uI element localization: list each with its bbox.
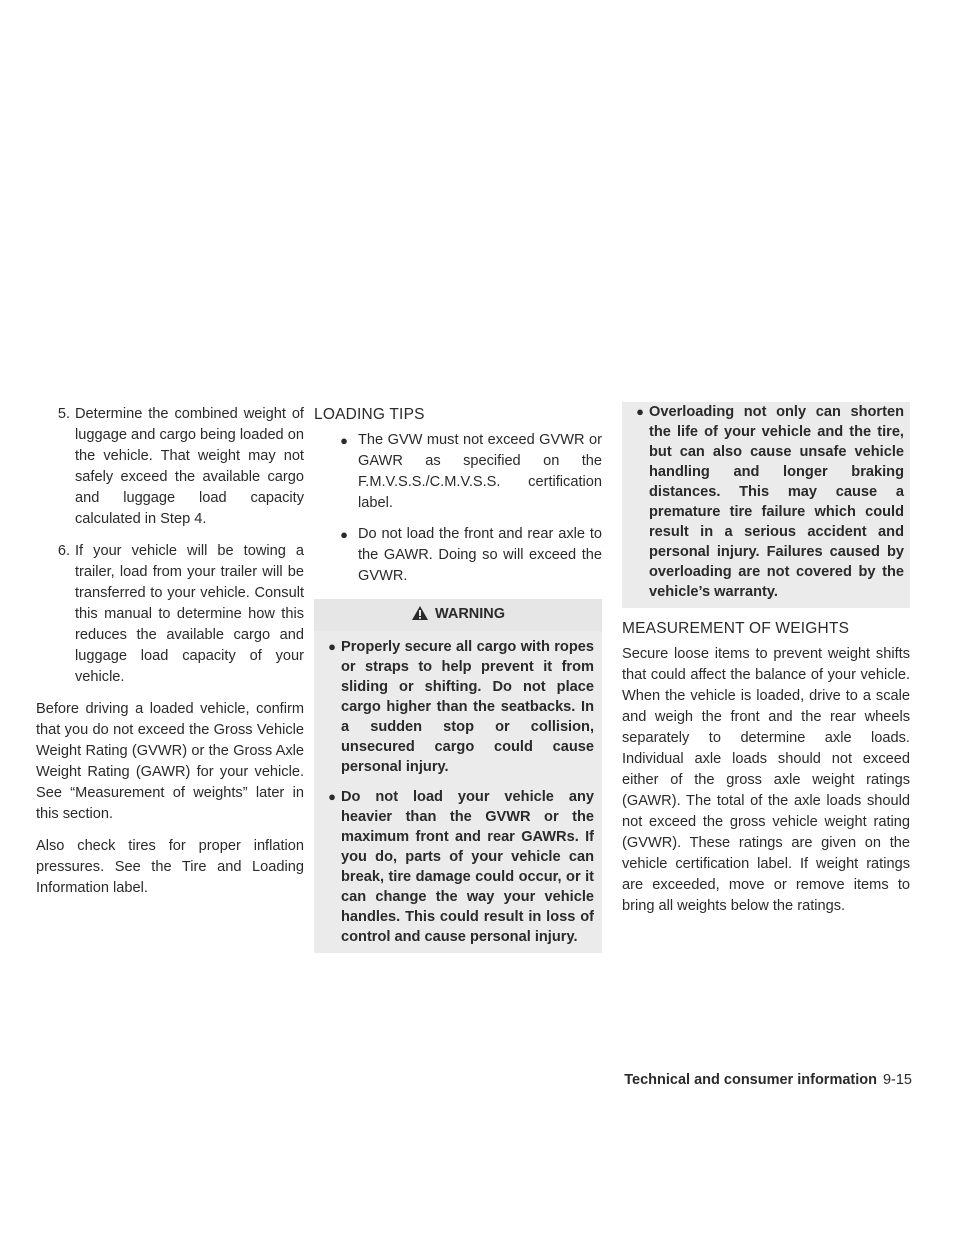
list-item-text: The GVW must not exceed GVWR or GAWR as specified on the F.M.V.S.S./C.M.V.S.S. certification label. (358, 432, 602, 511)
bullet-icon: ● (340, 527, 348, 542)
list-item (314, 430, 602, 514)
measurement-heading: MEASUREMENT OF WEIGHTS (622, 620, 850, 637)
bullet-icon: ● (340, 433, 348, 448)
step-text: Determine the combined weight of luggage and cargo being loaded on the vehicle. That weight may not safely exceed the available cargo and luggage load capacity calculated in Step 4. (75, 406, 304, 527)
loading-tips-list (314, 430, 602, 587)
bullet-icon: ● (328, 639, 336, 654)
warning-item (314, 787, 594, 947)
page-number: 9-15 (882, 1072, 912, 1088)
paragraph-check-tires: Also check tires for proper inflation pressures. See the Tire and Loading Information label. (36, 838, 304, 896)
warning-item-text: Overloading not only can shorten the life of your vehicle and the tire, but can also cause unsafe vehicle handling and longer braking distances. This may cause a premature tire failure which could result in a serious accident and personal injury. Failures caused by overloading are not covered by the vehicle’s warranty. (649, 404, 904, 600)
column-right (622, 404, 910, 917)
numbered-step-5 (36, 404, 304, 530)
step-number: 6. (57, 543, 70, 559)
footer-section-title: Technical and consumer information (624, 1072, 877, 1088)
page-footer (624, 1072, 912, 1088)
loading-tips-heading: LOADING TIPS (314, 406, 425, 423)
warning-box (314, 599, 602, 953)
list-item (314, 524, 602, 587)
step-text: If your vehicle will be towing a trailer, load from your trailer will be transferred to your vehicle. Consult this manual to determine how this reduces the available cargo and luggage load capacity of your vehicle. (75, 543, 304, 685)
bullet-icon: ● (328, 789, 336, 804)
warning-header (314, 599, 602, 631)
warning-triangle-icon (411, 605, 429, 628)
warning-box-continued (622, 402, 910, 608)
measurement-paragraph: Secure loose items to prevent weight shifts that could affect the balance of your vehicle. When the vehicle is loaded, drive to a scale and weigh the front and the rear wheels separately to determine axle loads. Individual axle loads should not exceed either of the gross axle weight ratings (GAWR). The total of the axle loads should not exceed the gross vehicle weight rating (GVWR). These ratings are given on the vehicle certification label. If weight ratings are exceeded, move or remove items to bring all weights below the ratings. (622, 646, 910, 914)
warning-body (314, 631, 602, 953)
list-item-text: Do not load the front and rear axle to the GAWR. Doing so will exceed the GVWR. (358, 526, 602, 584)
column-middle (314, 404, 602, 953)
warning-item (314, 637, 594, 777)
bullet-icon: ● (636, 404, 644, 419)
warning-item-text: Properly secure all cargo with ropes or straps to help prevent it from sliding or shifting. Do not place cargo higher than the seatbacks. In a sudden stop or collision, unsecured cargo could cause personal injury. (341, 639, 594, 775)
column-left (36, 404, 304, 910)
numbered-step-6 (36, 541, 304, 688)
paragraph-confirm-ratings: Before driving a loaded vehicle, confirm that you do not exceed the Gross Vehicle Weight Rating (GVWR) or the Gross Axle Weight Rating (GAWR) for your vehicle. See “Measurement of weights” later in this section. (36, 701, 304, 822)
warning-item (622, 402, 904, 602)
warning-item-text: Do not load your vehicle any heavier than the GVWR or the maximum front and rear GAWRs. If you do, parts of your vehicle can break, tire damage could occur, or it can change the way your vehicle handles. This could result in loss of control and cause personal injury. (341, 789, 594, 945)
step-number: 5. (57, 406, 70, 422)
warning-title: WARNING (434, 606, 506, 622)
